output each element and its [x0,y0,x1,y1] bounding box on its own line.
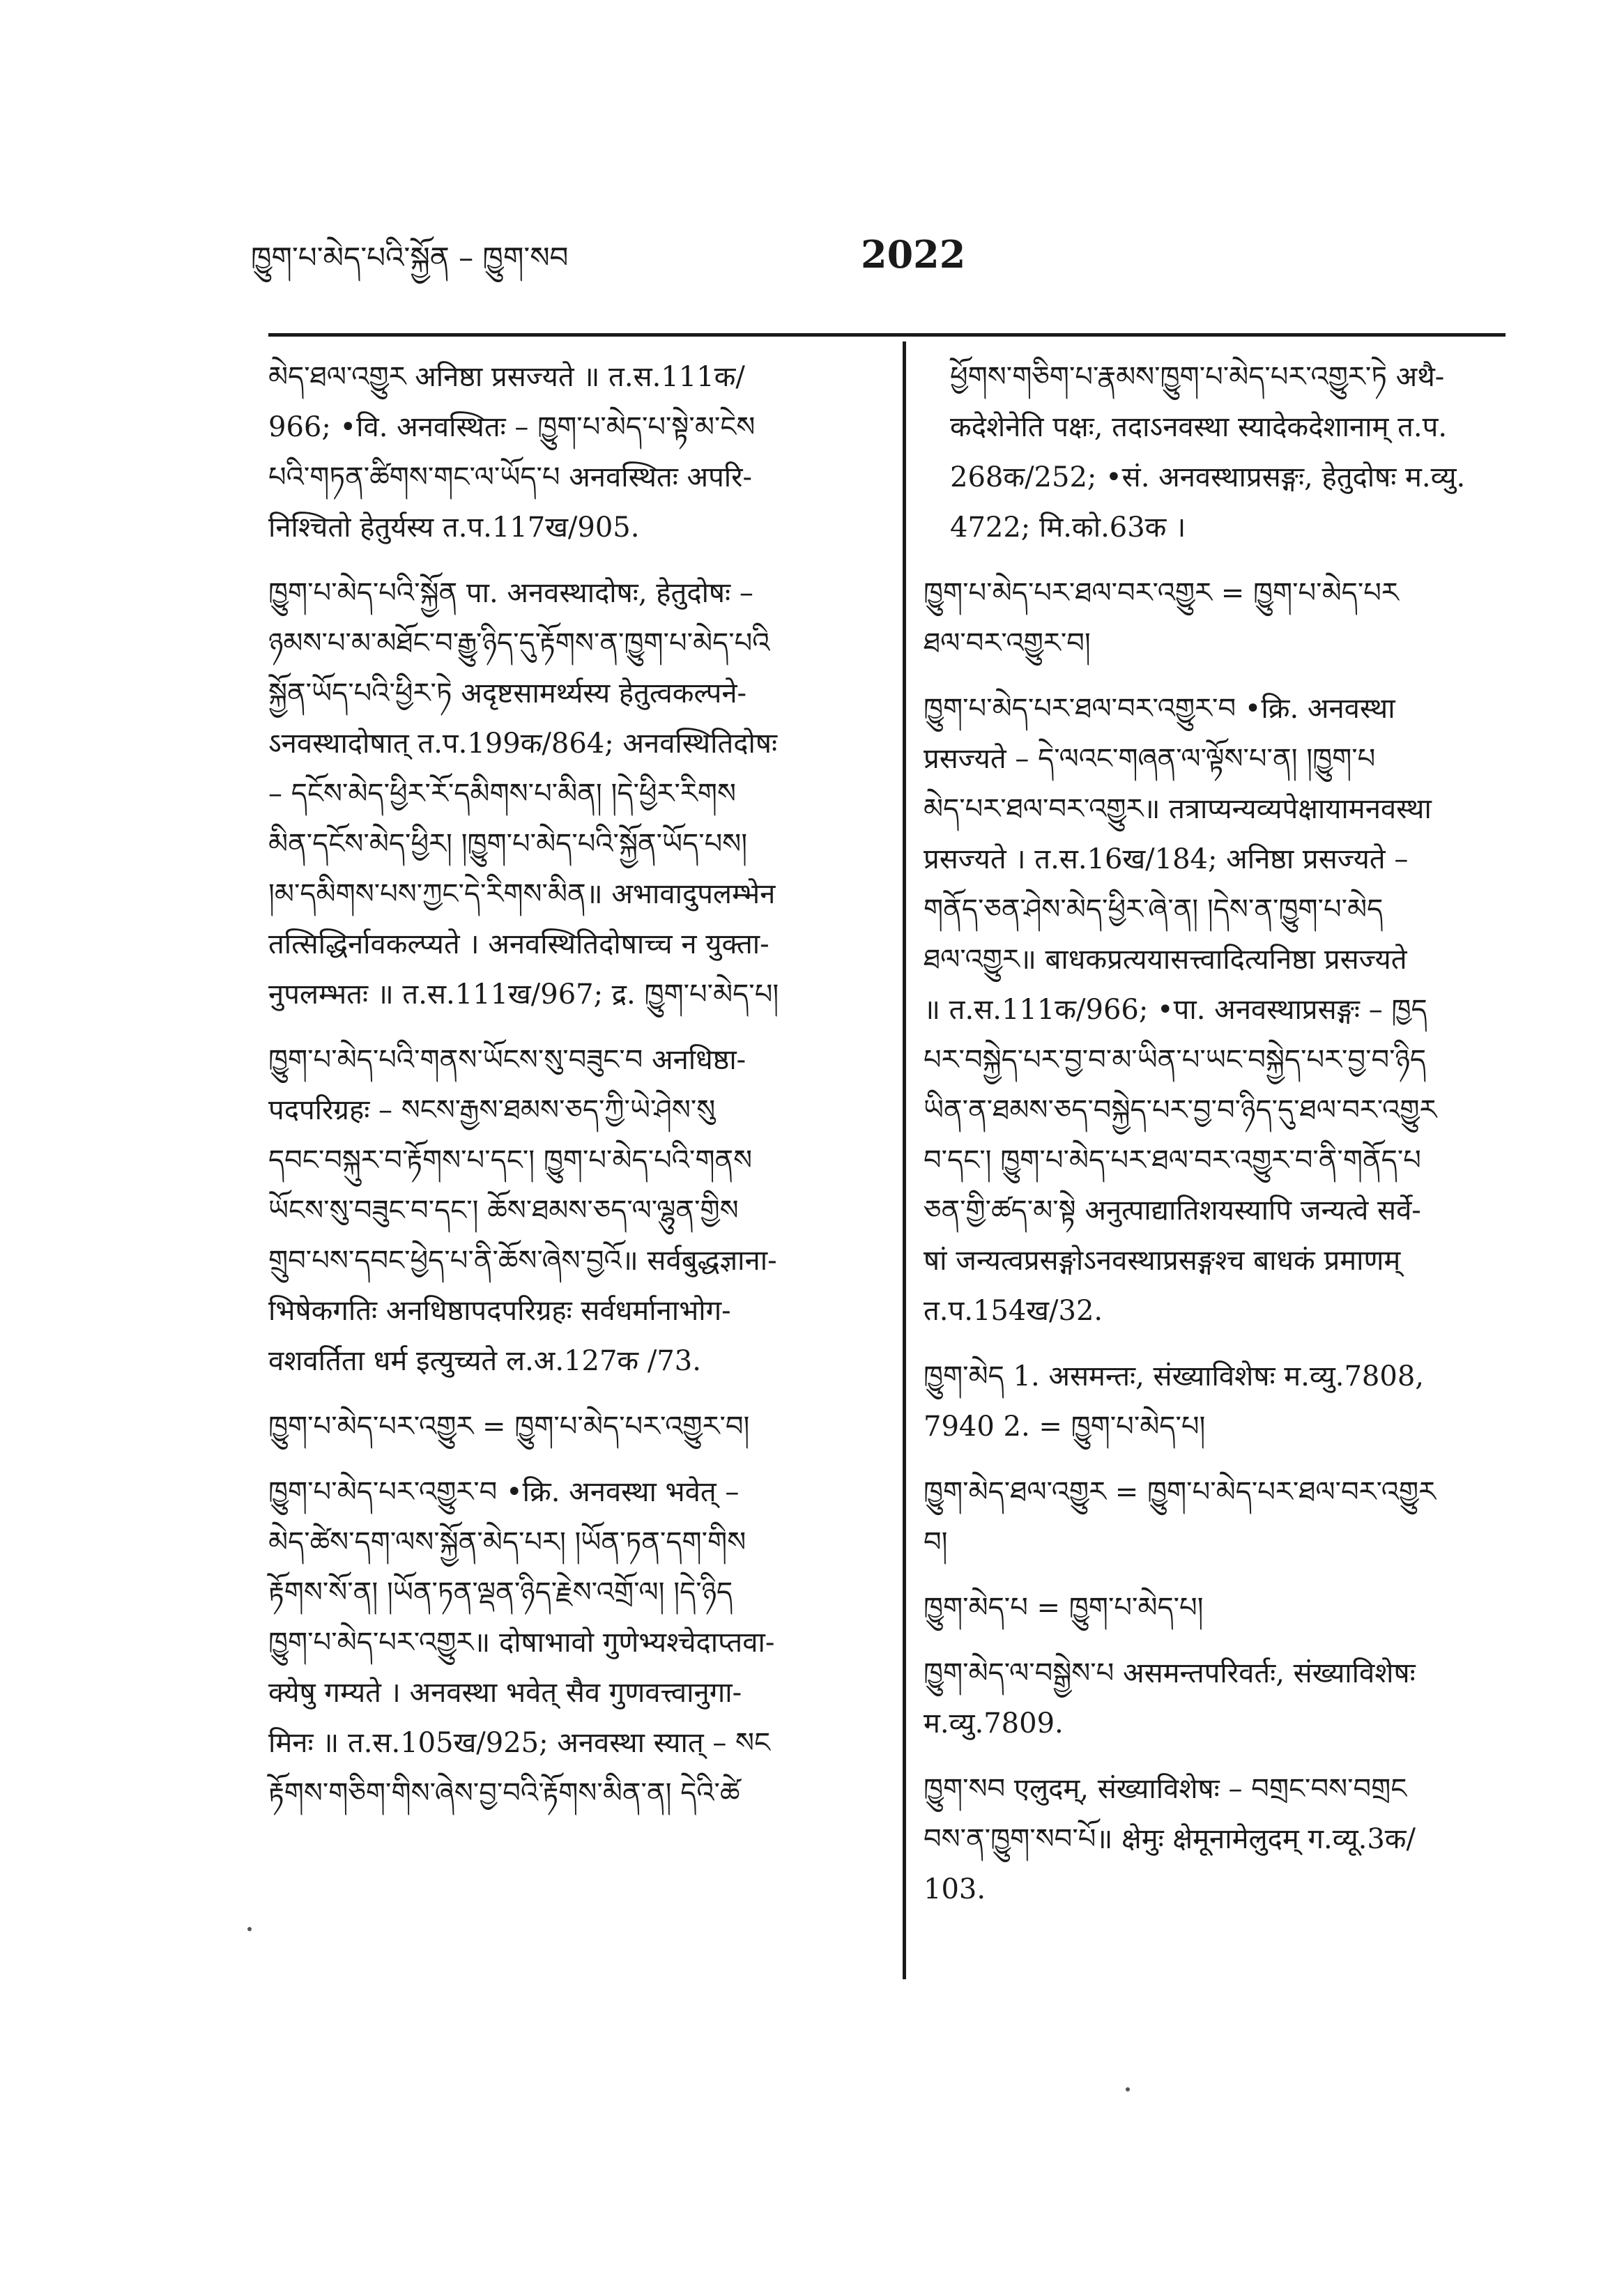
entry-line: मिनः ॥ त.स.105ख/925; अनवस्था स्यात् – སང [268,1727,771,1759]
scan-speck [247,1927,252,1931]
entry-line: གནོད་ཅན་ཤེས་མེད་ཕྱིར་ཞེ་ན། །དེས་ན་ཁྱུག་པ་མེད [924,893,1384,926]
entry-line: ཁྱུག་སབ एलुदम्, संख्याविशेषः – བགྲང་བས་བགྲང [924,1773,1407,1805]
dictionary-entry [268,352,882,553]
entry-line: कदेशेनेति पक्षः, तदाऽनवस्था स्यादेकदेशानाम् त.प. [950,411,1448,443]
entry-line: ཕྱོགས་གཅིག་པ་རྣམས་ཁྱུག་པ་མེད་པར་འགྱུར་ཏེ अथै- [950,361,1445,393]
entry-line: ཁྱུག་པ་མེད་པར་འགྱུར་བ •क्रि. अनवस्था भवेत् – [268,1476,740,1508]
entry-line: ཡོངས་སུ་བཟུང་བ་དང་། ཆོས་ཐམས་ཅད་ལ་ལྷུན་གྱིས [268,1195,739,1227]
entry-line: ཁྱུག་མེད 1. असमन्तः, संख्याविशेषः म.व्यु.7808, [924,1360,1424,1392]
entry-line: ཁྱུག་པ་མེད་པར་ཐལ་བར་འགྱུར = ཁྱུག་པ་མེད་པར [924,577,1399,609]
guide-words: ཁྱུག་པ་མེད་པའི་སྐྱོན – ཁྱུག་སབ [251,240,569,275]
dictionary-entry [268,1035,882,1386]
entry-line: ཁྱུག་མེད་ལ་བསྒྱེས་པ असमन्तपरिवर्तः, संख्याविशेषः [924,1657,1416,1689]
entry-line: 4722; मि.को.63क । [950,512,1186,544]
entry-line: ཁྱུག་པ་མེད་པའི་སྐྱོན पा. अनवस्थादोषः, हेतुदोषः – [268,577,753,609]
entry-line: ཅན་གྱི་ཚད་མ་སྟེ अनुत्पाद्यातिशयस्यापि जन्यत्वे सर्वे- [924,1195,1421,1227]
entry-line: པར་བསྐྱེད་པར་བྱ་བ་མ་ཡིན་པ་ཡང་བསྐྱེད་པར་བྱ་བ་ཉིད [924,1044,1427,1076]
entry-line: མེད་ཚེས་དག་ལས་སྐྱོན་མེད་པར། །ཡོན་ཏན་དག་གིས [268,1526,746,1558]
dictionary-entry [268,1467,882,1818]
entry-line: ཁྱུག་མེད་པ = ཁྱུག་པ་མེད་པ། [924,1592,1204,1624]
entry-line: तत्सिद्धिर्नावकल्प्यते । अनवस्थितिदोषाच्च न युक्ता- [268,928,769,960]
entry-line: म.व्यु.7809. [924,1707,1064,1740]
entry-line: མིན་དངོས་མེད་ཕྱིར། །ཁྱུག་པ་མེད་པའི་སྐྱོན་ཡོད་པས། [268,828,748,860]
entry-line: 103. [924,1873,986,1905]
dictionary-entry [924,1583,1509,1633]
entry-line: མེད་ཐལ་འགྱུར अनिष्ठा प्रसज्यते ॥ त.स.111क/ [268,361,745,393]
entry-line: – དངོས་མེད་ཕྱིར་རོ་དམིགས་པ་མིན། །དེ་ཕྱིར་རིགས [268,778,736,810]
entry-line: प्रसज्यते – དེ་ལའང་གཞན་ལ་ལྟོས་པ་ན། །ཁྱུག་པ [924,743,1376,775]
dictionary-entry [924,1764,1509,1914]
entry-line: དབང་བསྐུར་བ་རྟོགས་པ་དང་། ཁྱུག་པ་མེད་པའི་གནས [268,1144,753,1176]
entry-line: षां जन्यत्वप्रसङ्गोऽनवस्थाप्रसङ्गश्च बाधकं प्रमाणम् [924,1245,1401,1277]
left-column [268,352,882,1834]
column-divider [903,341,906,1979]
entry-line: ཁྱུག་པ་མེད་པར་འགྱུར = ཁྱུག་པ་མེད་པར་འགྱུར་བ། [268,1411,750,1443]
entry-line: क्येषु गम्यते । अनवस्था भवेत् सैव गुणवत्त्वानुगा- [268,1677,742,1709]
entry-line: ཁྱུག་པ་མེད་པར་ཐལ་བར་འགྱུར་བ •क्रि. अनवस्था [924,693,1395,725]
entry-line: བ་དང་། ཁྱུག་པ་མེད་པར་ཐལ་བར་འགྱུར་བ་ནི་གནོད་པ [924,1144,1421,1176]
entry-line: རྟོགས་སོ་ན། །ཡོན་ཏན་ལྡན་ཉིད་རྗེས་འགྲོ་ལ། །དེ་ཉིད [268,1576,733,1608]
entry-line: ཁྱུག་པ་མེད་པར་འགྱུར॥ दोषाभावो गुणेभ्यश्चेदाप्तवा- [268,1627,775,1659]
page-number: 2022 [861,232,966,277]
entry-line: །མ་དམིགས་པས་ཀྱང་དེ་རིགས་མིན॥ अभावादुपलम्भेन [268,878,776,910]
scan-speck [1126,2087,1130,2091]
entry-line: མེད་པར་ཐལ་བར་འགྱུར॥ तत्राप्यन्यव्यपेक्षायामनवस्था [924,793,1432,825]
entry-line: निश्चितो हेतुर्यस्य त.प.117ख/905. [268,512,640,544]
entry-line: पदपरिग्रहः – སངས་རྒྱས་ཐམས་ཅད་ཀྱི་ཡེ་ཤེས་སུ [268,1094,716,1126]
dictionary-entry [924,684,1509,1336]
page-header [230,230,1512,293]
header-rule [268,333,1506,337]
entry-line: བས་ན་ཁྱུག་སབ་པོ॥ क्षेमुः क्षेमूनामेलुदम् ग.व्यू.3क/ [924,1823,1416,1855]
entry-line: प्रसज्यते । त.स.16ख/184; अनिष्ठा प्रसज्यते – [924,843,1409,875]
entry-line: ཡིན་ན་ཐམས་ཅད་བསྐྱེད་པར་བྱ་བ་ཉིད་དུ་ཐལ་བར་འགྱུར [924,1094,1437,1126]
entry-line: वशवर्तिता धर्म इत्युच्यते ल.अ.127क /73. [268,1345,701,1377]
entry-line: 268क/252; •सं. अनवस्थाप्रसङ्गः, हेतुदोषः म.व्यु. [950,461,1466,493]
entry-line: ཐལ་འགྱུར॥ बाधकप्रत्ययासत्त्वादित्यनिष्ठा प्रसज्यते [924,944,1407,976]
entry-line: नुपलम्भतः ॥ त.स.111ख/967; द्र. ཁྱུག་པ་མེད་པ། [268,978,779,1011]
entry-line: ཁྱུག་པ་མེད་པའི་གནས་ཡོངས་སུ་བཟུང་བ अनधिष्ठा- [268,1044,746,1076]
entry-line: གྲུབ་པས་དབང་ཕྱེད་པ་ནི་ཆོས་ཞེས་བྱའོ॥ सर्वबुद्धज्ञाना- [268,1245,777,1277]
entry-line: བ། [924,1526,948,1558]
right-column [924,352,1509,1930]
entry-line: ॥ त.स.111क/966; •पा. अनवस्थाप्रसङ्गः – ཁྱད [924,994,1427,1026]
entry-line: རྟོགས་གཅིག་གིས་ཞེས་བྱ་བའི་རྟོགས་མིན་ན། དེའི་ཚེ [268,1777,740,1809]
dictionary-entry [924,1467,1509,1567]
entry-line: 966; •वि. अनवस्थितः – ཁྱུག་པ་མེད་པ་སྟེ་མ་ངེས [268,411,756,443]
dictionary-entry [924,1351,1509,1452]
entry-line: भिषेकगतिः अनधिष्ठापदपरिग्रहः सर्वधर्मानाभोग- [268,1295,731,1327]
dictionary-entry [924,352,1509,553]
entry-line: ཐལ་བར་འགྱུར་བ། [924,627,1091,659]
entry-line: ཉམས་པ་མ་མཐོང་བ་རྒྱུ་ཉིད་དུ་རྟོགས་ན་ཁྱུག་པ་མེད་པའི [268,627,770,659]
dictionary-entry [268,568,882,1020]
entry-line: པའི་གཏན་ཚིགས་གང་ལ་ཡོད་པ अनवस्थितः अपरि- [268,461,753,493]
entry-line: 7940 2. = ཁྱུག་པ་མེད་པ། [924,1411,1206,1443]
entry-line: ཁྱུག་མེད་ཐལ་འགྱུར = ཁྱུག་པ་མེད་པར་ཐལ་བར་འགྱུར [924,1476,1437,1508]
dictionary-entry [268,1402,882,1452]
entry-line: སྐྱོན་ཡོད་པའི་ཕྱིར་ཏེ अदृष्टसामर्थ्यस्य हेतुत्वकल्पने- [268,677,747,709]
entry-line: ऽनवस्थादोषात् त.प.199क/864; अनवस्थितिदोषः [268,728,778,760]
dictionary-entry [924,1648,1509,1749]
dictionary-entry [924,568,1509,668]
entry-line: त.प.154ख/32. [924,1295,1103,1327]
